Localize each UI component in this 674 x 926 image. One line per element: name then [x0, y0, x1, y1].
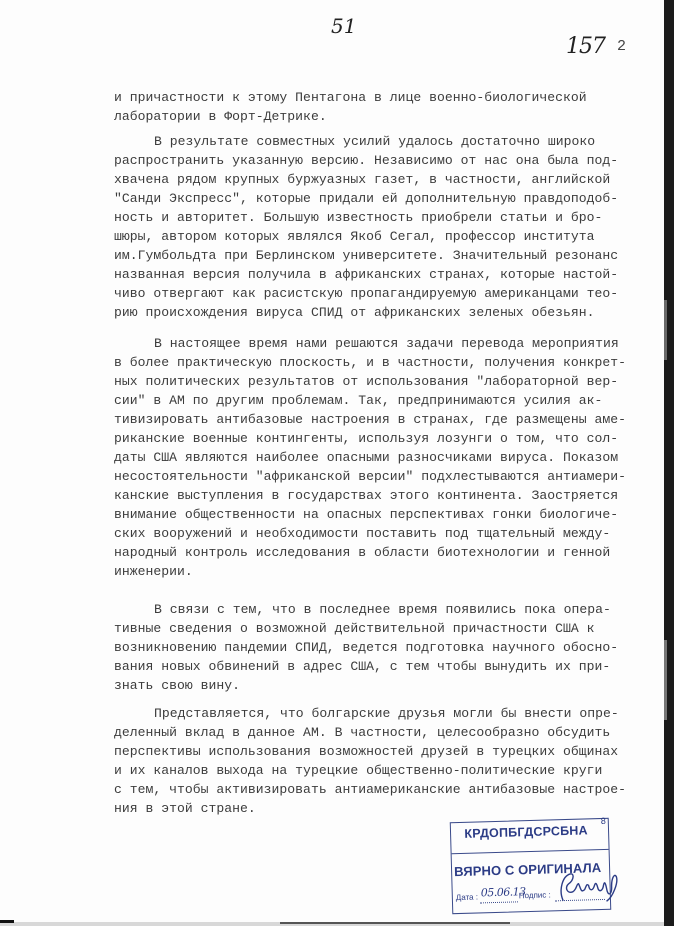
text-line: В результате совместных усилий удалось достаточно широко [154, 134, 596, 149]
text-line: тивные сведения о возможной действительной причастности США к [114, 621, 595, 636]
stamp-corner-number: 8 [600, 815, 606, 827]
page-number-typed: 2 [617, 38, 627, 55]
page-number-handwritten: 157 [566, 34, 605, 59]
text-line: хвачена рядом крупных буржуазных газет, в частности, английской [114, 172, 611, 187]
text-line: названная версия получила в африканских странах, которые настой- [114, 267, 619, 282]
text-line: и причастности к этому Пентагона в лице военно-биологической [114, 90, 587, 105]
certification-stamp [450, 815, 612, 914]
folio-number: 51 [331, 14, 357, 38]
text-line: ность и авторитет. Большую известность приобрели статьи и бро- [114, 210, 603, 225]
stamp-date-dotted-line [480, 901, 518, 903]
scan-edge-right [664, 0, 674, 926]
handwritten-signature [556, 869, 619, 907]
text-line: чиво отвергают как расистскую пропагандируемую американцами тео- [114, 286, 619, 301]
stamp-date-value: 05.06.13 [480, 885, 526, 900]
text-line: в более практическую плоскость, и в частности, получения конкрет- [114, 355, 627, 370]
text-line: несостоятельности "африканской версии" подхлестываются антиамери- [114, 469, 627, 484]
text-line: деленный вклад в данное АМ. В частности, целесообразно обсудить [114, 725, 611, 740]
text-line: ных политических результатов от использования "лабораторной вер- [114, 374, 619, 389]
text-line: тивизировать антибазовые настроения в странах, где размещены аме- [114, 412, 627, 427]
text-line: риканские военные контингенты, используя лозунги о том, что сол- [114, 431, 619, 446]
stamp-signature-label: Подпис : [518, 890, 551, 901]
stamp-date-label: Дата : [455, 892, 479, 903]
stamp-title: ВЯРНО С ОРИГИНАЛА [453, 860, 602, 880]
text-line: вания новых обвинений в адрес США, с тем чтобы вынудить их при- [114, 659, 611, 674]
scan-corner-mark [0, 920, 14, 923]
scan-edge-shadow [280, 922, 510, 924]
text-line: перспективы использования возможностей друзей в турецких общинах [114, 744, 619, 759]
text-line: ских вооружений и необходимости поставить под тщательный между- [114, 526, 611, 541]
text-line: даты США являются наиболее опасными разносчиками вируса. Показом [114, 450, 619, 465]
text-line: народный контроль исследования в области биотехнологии и генной [114, 545, 611, 560]
stamp-organization: КРДОПБГДСРСБНА [464, 823, 588, 841]
text-line: с тем, чтобы активизировать антиамериканские антибазовые настрое- [114, 782, 627, 797]
text-line: им.Гумбольдта при Берлинском университете. Значительный резонанс [114, 248, 619, 263]
text-line: "Санди Экспресс", которые придали ей дополнительную правдоподоб- [114, 191, 619, 206]
text-line: инженерии. [114, 564, 193, 579]
text-line: знать свою вину. [114, 678, 241, 693]
text-line: сии" в АМ по другим проблемам. Так, предпринимаются усилия ак- [114, 393, 603, 408]
text-line: Представляется, что болгарские друзья могли бы внести опре- [154, 706, 619, 721]
text-line: рию происхождения вируса СПИД от африканских зеленых обезьян. [114, 305, 595, 320]
stamp-divider [452, 849, 609, 854]
text-line: возникновению пандемии СПИД, ведется подготовка научного обосно- [114, 640, 619, 655]
text-line: В настоящее время нами решаются задачи перевода мероприятия [154, 336, 619, 351]
text-line: ния в этой стране. [114, 801, 256, 816]
text-line: и их каналов выхода на турецкие общественно-политические круги [114, 763, 603, 778]
text-line: лаборатории в Форт-Детрике. [114, 109, 327, 124]
text-line: внимание общественности на опасных перспективах гонки биологиче- [114, 507, 619, 522]
text-line: канские выступления в государствах этого континента. Заостряется [114, 488, 619, 503]
text-line: шюры, автором которых являлся Якоб Сегал, профессор института [114, 229, 595, 244]
text-line: распространить указанную версию. Независимо от нас она была под- [114, 153, 619, 168]
text-line: В связи с тем, что в последнее время появились пока опера- [154, 602, 611, 617]
